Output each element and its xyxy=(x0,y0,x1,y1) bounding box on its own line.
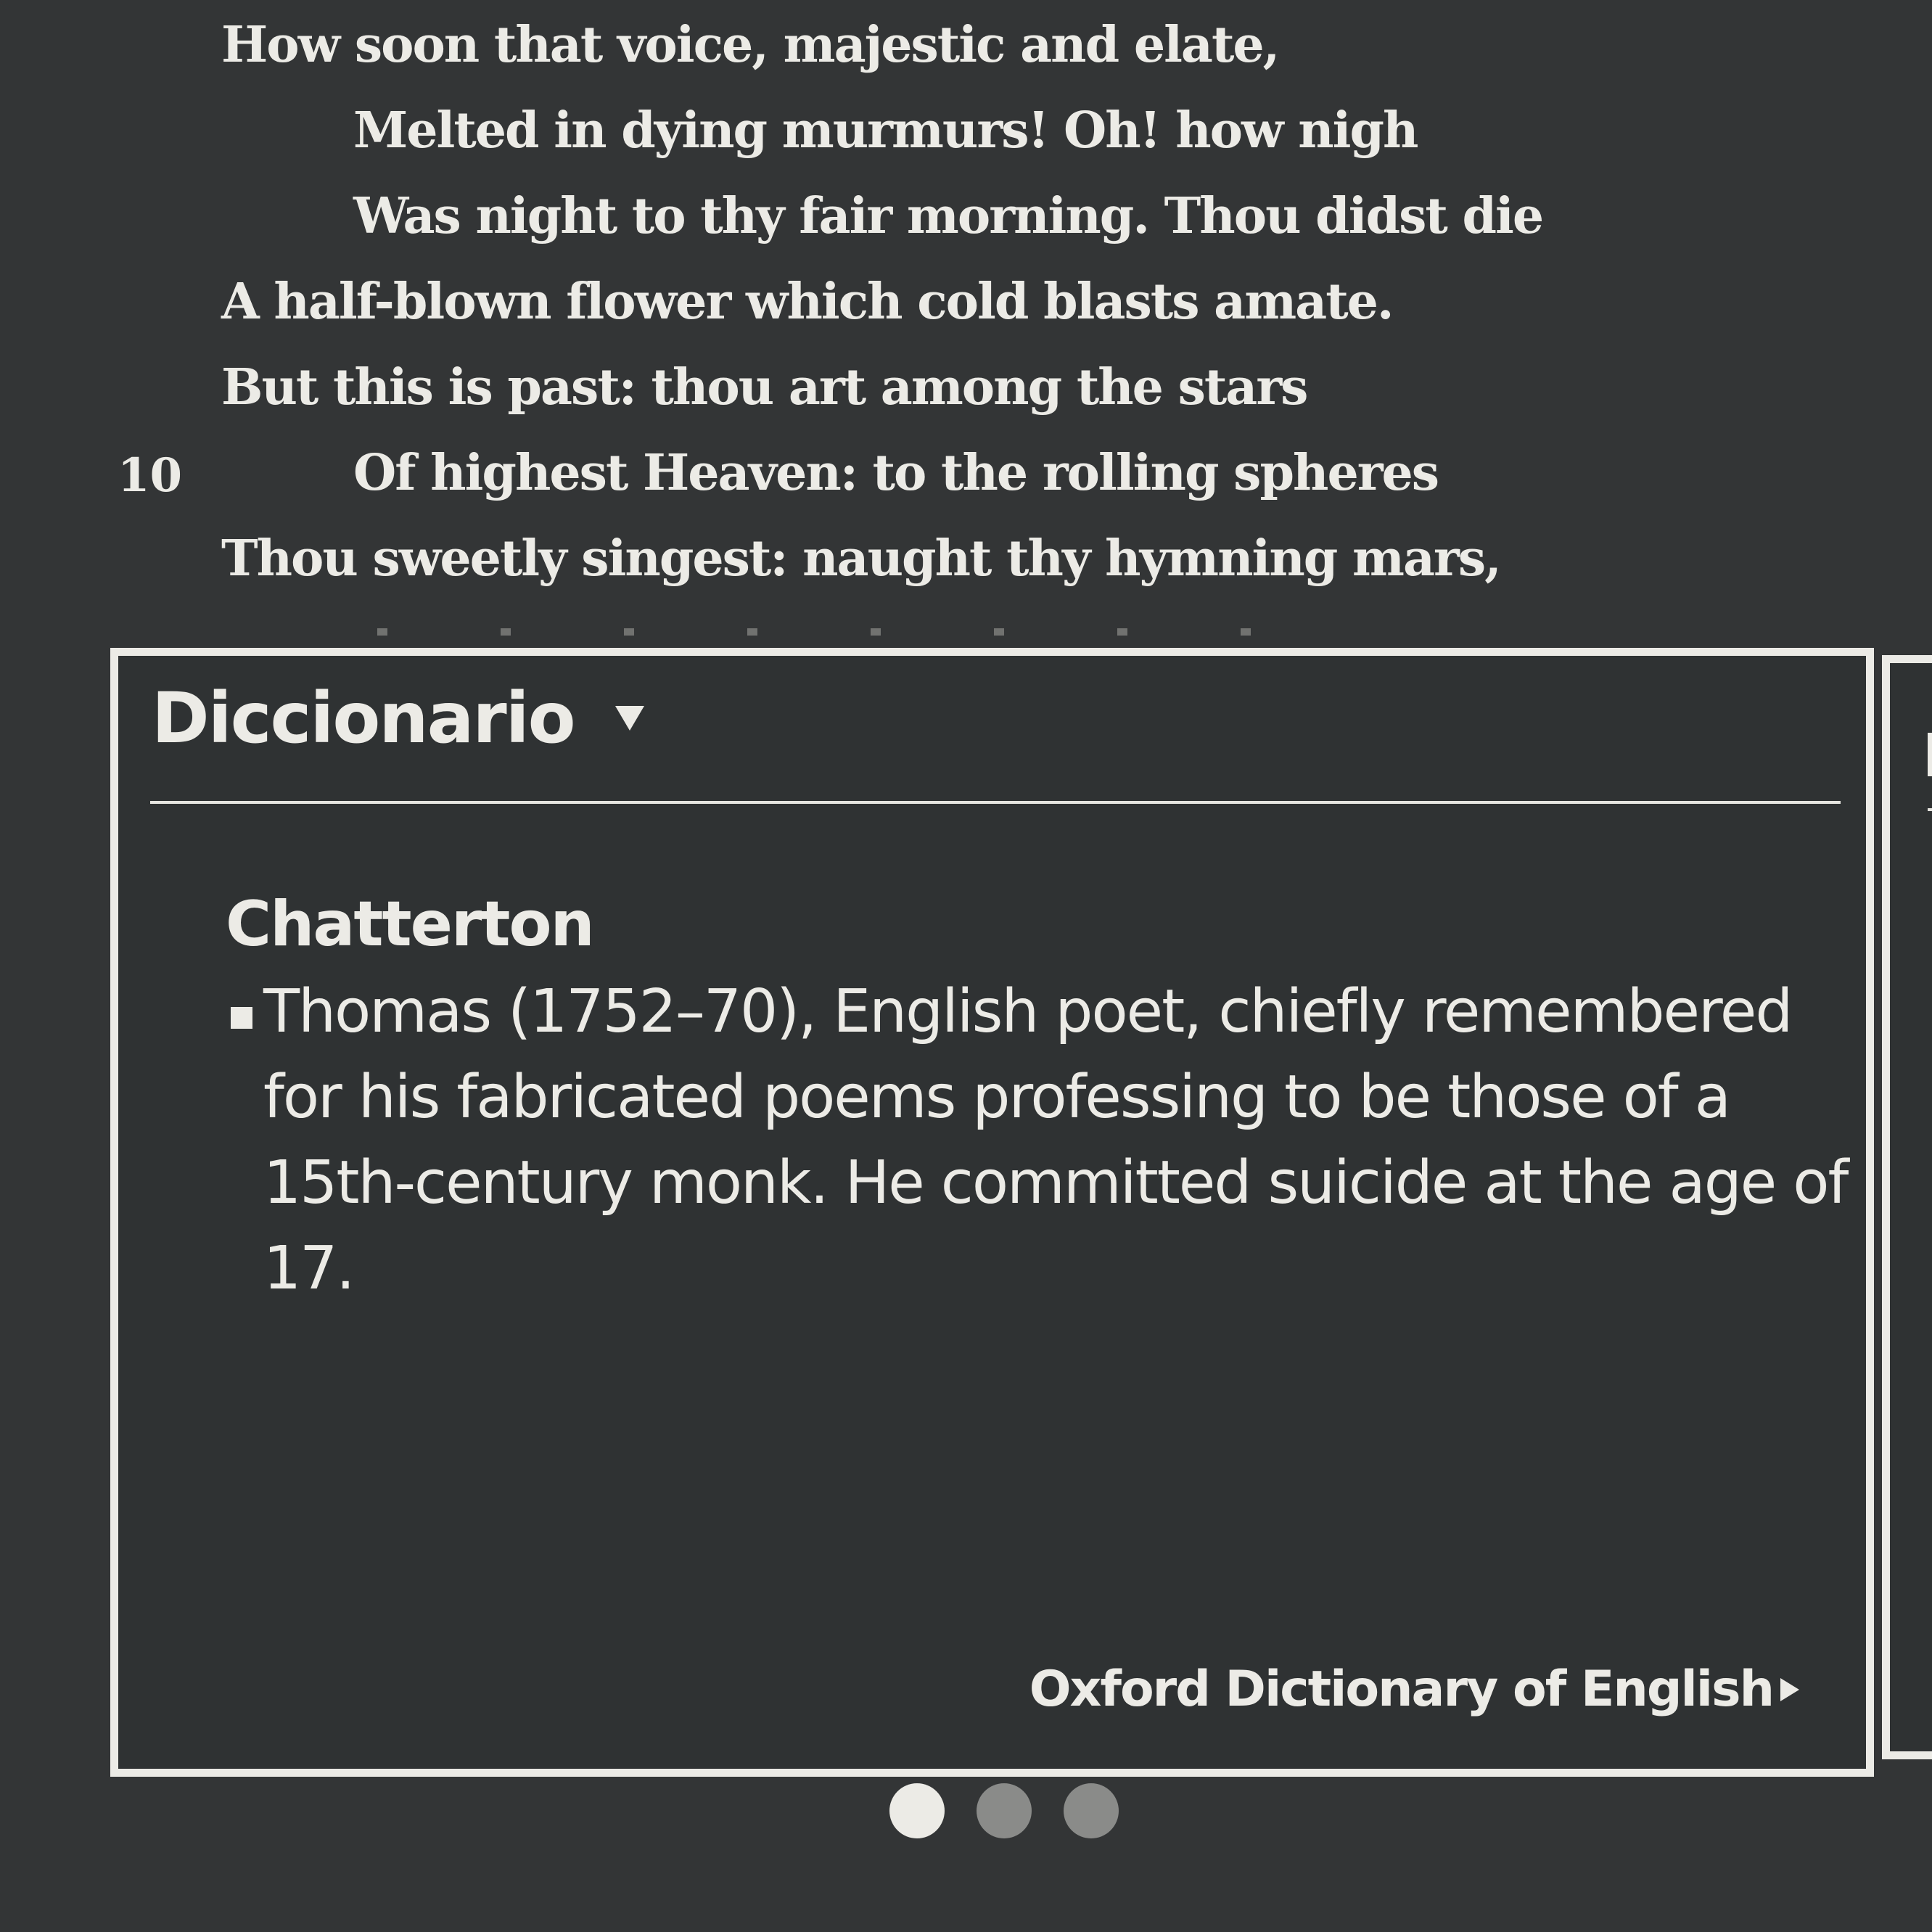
dictionary-card xyxy=(110,648,1874,1777)
poem-line[interactable]: A half-blown flower which cold blasts amate. xyxy=(221,273,1393,331)
headword: Chatterton xyxy=(226,888,593,961)
poem-line[interactable]: Was night to thy fair morning. Thou didst die xyxy=(353,187,1543,245)
poem-line[interactable]: Of highest Heaven: to the rolling spheres xyxy=(353,444,1439,502)
bullet-square-icon xyxy=(231,1007,252,1029)
pager-dot-3[interactable] xyxy=(1064,1783,1119,1838)
source-label: Oxford Dictionary of English xyxy=(1029,1661,1773,1718)
definition-text: Thomas (1752–70), English poet, chiefly remembered for his fabricated poems professing to be those of a 15th-century monk. He committed suicide at the age of 17. xyxy=(263,977,1848,1303)
dictionary-selector[interactable] xyxy=(152,678,644,759)
poem-line[interactable]: Melted in dying murmurs! Oh! how nigh xyxy=(353,102,1418,160)
next-card-peek[interactable] xyxy=(1882,655,1932,1759)
next-card-divider xyxy=(1928,808,1932,811)
dictionary-title: Diccionario xyxy=(152,678,575,759)
poem-line[interactable]: How soon that voice, majestic and elate, xyxy=(221,16,1279,74)
book-page xyxy=(0,0,1932,638)
pager-dot-2[interactable] xyxy=(977,1783,1032,1838)
partially-hidden-line xyxy=(377,628,1357,636)
caret-down-icon xyxy=(615,706,644,731)
next-card-title-fragment xyxy=(1928,733,1932,776)
poem-line[interactable]: Thou sweetly singest: naught thy hymning mars, xyxy=(221,530,1500,588)
header-divider xyxy=(150,801,1841,804)
play-arrow-icon xyxy=(1780,1678,1799,1701)
card-pager xyxy=(889,1783,1119,1838)
pager-dot-1[interactable] xyxy=(889,1783,945,1838)
dictionary-source-link[interactable] xyxy=(1029,1661,1799,1718)
line-number: 10 xyxy=(118,448,183,503)
poem-line[interactable]: But this is past: thou art among the stars xyxy=(221,358,1307,416)
